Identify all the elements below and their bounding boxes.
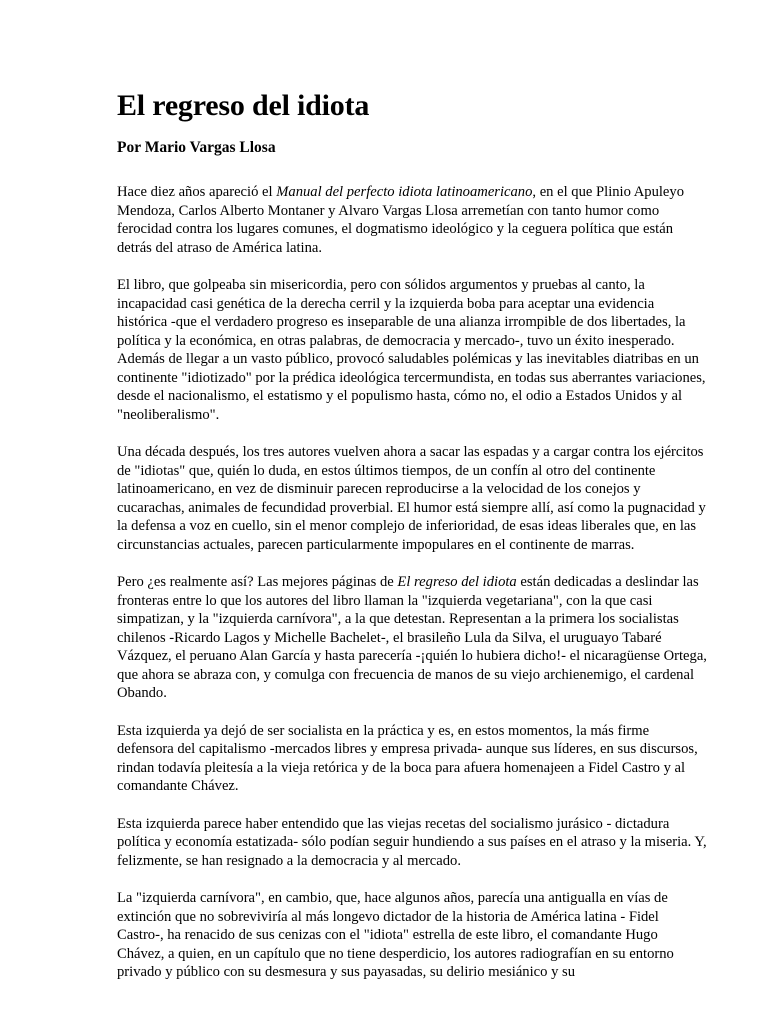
paragraph-5: Esta izquierda ya dejó de ser socialista en la práctica y es, en estos momentos, la más firme defensora del capitalismo -mercados libres y empresa privada- aunque sus líderes, en sus discursos, rindan todavía pleitesía a la vieja retórica y de la boca para afuera homenajeen a Fidel Castro y al comandante Chávez. bbox=[117, 722, 698, 794]
paragraph-3: Una década después, los tres autores vuelven ahora a sacar las espadas y a cargar contra los ejércitos de "idiotas" que, quién lo duda, en estos últimos tiempos, de un confín al otro del continente latinoamericano, en vez de disminuir parecen reproducirse a la velocidad de los conejos y cucarachas, animales de fecundidad proverbial. El humor está siempre allí, así como la pugnacidad y la defensa a voz en cuello, sin el menor complejo de inferioridad, de esas ideas liberales que, en las circunstancias actuales, parecen particularmente impopulares en el continente de marras. bbox=[117, 444, 706, 553]
paragraph-1 bbox=[117, 183, 707, 257]
paragraph-7: La "izquierda carnívora", en cambio, que, hace algunos años, parecía una antigualla en vías de extinción que no sobreviviría al más longevo dictador de la historia de América latina - Fidel Castro-, ha renacido de sus cenizas con el "idiota" estrella de este libro, el comandante Hugo Chávez, a quien, en un capítulo que no tiene desperdicio, los autores radiografían en su entorno privado y público con su desmesura y sus payasadas, su delirio mesiánico y su bbox=[117, 890, 674, 980]
paragraph-6: Esta izquierda parece haber entendido que las viejas recetas del socialismo jurásico - dictadura política y economía estatizada- sólo podían seguir hundiendo a sus países en el atraso y la miseria. Y, felizmente, se han resignado a la democracia y al mercado. bbox=[117, 815, 707, 869]
document-page bbox=[117, 87, 707, 1001]
paragraph-2: El libro, que golpeaba sin misericordia, pero con sólidos argumentos y pruebas al canto, la incapacidad casi genética de la derecha cerril y la izquierda boba para aceptar una evidencia histórica -que el verdadero progreso es inseparable de una alianza irrompible de dos libertades, la política y la económica, en otras palabras, de democracia y mercado-, tuvo un éxito inesperado. Además de llegar a un vasto público, provocó saludables polémicas y las inevitables diatribas en un continente "idiotizado" por la prédica ideológica tercermundista, en todas sus aberrantes variaciones, desde el nacionalismo, el estatismo y el populismo hasta, cómo no, el odio a Estados Unidos y al "neoliberalismo". bbox=[117, 277, 706, 423]
paragraph-1-rest: , en el que Plinio Apuleyo Mendoza, Carlos Alberto Montaner y Alvaro Vargas Llosa arremetían con tanto humor como ferocidad contra los lugares comunes, el dogmatismo ideológico y la ceguera política que están detrás del atraso de América latina. bbox=[117, 184, 685, 256]
book-title-regreso: El regreso del idiota bbox=[397, 574, 517, 590]
paragraph-4-lead: Pero ¿es realmente así? Las mejores páginas de bbox=[117, 574, 398, 590]
book-title-manual: Manual del perfecto idiota latinoamericano bbox=[276, 184, 533, 200]
paragraph-4 bbox=[117, 573, 707, 703]
article-byline: Por Mario Vargas Llosa bbox=[117, 139, 276, 156]
paragraph-1-lead: Hace diez años apareció el bbox=[117, 184, 277, 200]
article-title: El regreso del idiota bbox=[117, 89, 370, 122]
article-body bbox=[117, 183, 707, 982]
paragraph-4-rest: están dedicadas a deslindar las fronteras entre lo que los autores del libro llaman la "izquierda vegetariana", con la que casi simpatizan, y la "izquierda carnívora", a la que detestan. Representan a la primera los socialistas chilenos -Ricardo Lagos y Michelle Bachelet-, el brasileño Lula da Silva, el uruguayo Tabaré Vázquez, el peruano Alan García y hasta parecería -¡quién lo hubiera dicho!- el nicaragüense Ortega, que ahora se abraza con, y comulga con frecuencia de manos de su viejo archienemigo, el cardenal Obando. bbox=[117, 574, 707, 701]
